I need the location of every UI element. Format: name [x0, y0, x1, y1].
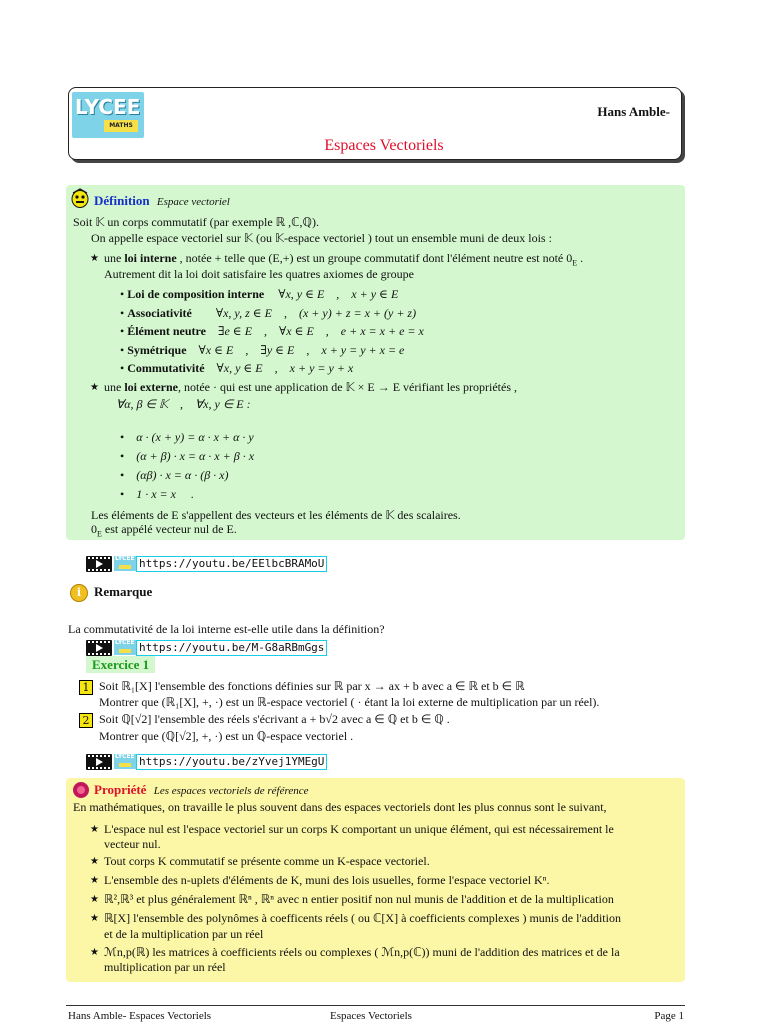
definition-line1: Soit 𝕂 un corps commutatif (par exemple ℝ ,ℂ,ℚ). — [73, 215, 319, 229]
external-prop: • 1 · x = x . — [120, 487, 194, 501]
definition-smiley-icon — [71, 188, 89, 208]
axiom-formula: ∀x, y ∈ E , x + y = y + x — [216, 361, 354, 375]
external-prop-text: (αβ) · x = α · (β · x) — [136, 468, 229, 482]
mini-logo-icon: LYCEE — [114, 754, 136, 769]
external-prop-text: 1 · x = x . — [136, 487, 194, 501]
propriete-item-l1: ℝ²,ℝ³ et plus généralement ℝⁿ , ℝⁿ avec n entier positif non nul munis de l'addition et de la multiplication — [104, 892, 614, 906]
definition-line2: On appelle espace vectoriel sur 𝕂 (ou 𝕂-espace vectoriel ) tout un ensemble muni de deux lois : — [91, 231, 552, 245]
external-bold: loi externe — [124, 380, 178, 394]
page-title: Espaces Vectoriels — [324, 137, 444, 154]
video-link-row[interactable] — [86, 556, 346, 572]
star-bullet-icon: ★ — [90, 856, 99, 867]
definition-heading-text: Définition — [94, 193, 150, 208]
axiom-name: Loi de composition interne — [127, 287, 265, 301]
info-icon: i — [70, 584, 88, 602]
film-icon — [86, 556, 112, 572]
external-quantifier: ∀α, β ∈ 𝕂 , ∀x, y ∈ E : — [116, 397, 251, 411]
mini-logo-icon: LYCEE — [114, 556, 136, 571]
propriete-item-l1: ℝ[X] l'ensemble des polynômes à coefficents réels ( ou ℂ[X] à coefficients complexes ) munis de l'addition — [104, 911, 621, 925]
star-bullet-icon: ★ — [90, 947, 99, 958]
star-bullet-icon: ★ — [90, 253, 99, 264]
external-pre: une — [104, 380, 125, 394]
footer-left: Hans Amble- Espaces Vectoriels — [68, 1010, 212, 1022]
propriete-item-l2: multiplication par un réel — [104, 960, 226, 974]
closing2-post: est appélé vecteur nul de E. — [101, 522, 237, 536]
propriete-intro: En mathématiques, on travaille le plus souvent dans des espaces vectoriels dont les plus connus sont le suivant, — [73, 800, 607, 814]
video-link-2[interactable]: https://youtu.be/M-G8aRBmGgs — [136, 640, 327, 656]
axiom-name: Symétrique — [127, 343, 187, 357]
propriete-subheading: Les espaces vectoriels de référence — [153, 785, 309, 797]
propriete-item-l2: vecteur nul. — [104, 837, 161, 851]
external-post: , notée · qui est une application de 𝕂 × E → E vérifiant les propriétés , — [177, 380, 518, 394]
external-prop: • (α + β) · x = α · x + β · x — [120, 449, 255, 463]
propriete-heading-text: Propriété — [94, 782, 147, 797]
external-prop: • (αβ) · x = α · (β · x) — [120, 468, 229, 482]
definition-heading — [94, 192, 230, 211]
exercise-item-line1: Soit ℝ₁[X] l'ensemble des fonctions définies sur ℝ par x → ax + b avec a ∈ ℝ et b ∈ ℝ — [99, 679, 525, 693]
propriete-item-l2: et de la multiplication par un réel — [104, 927, 264, 941]
star-bullet-icon: ★ — [90, 824, 99, 835]
internal-bold: loi interne — [124, 251, 177, 265]
mini-logo-icon: LYCEE — [114, 640, 136, 655]
axiom-item: • Commutativité ∀x, y ∈ E , x + y = y + x — [120, 361, 354, 375]
external-prop: • α · (x + y) = α · x + α · y — [120, 430, 254, 444]
lycee-logo — [72, 92, 144, 138]
star-bullet-icon: ★ — [90, 913, 99, 924]
video-link-1[interactable]: https://youtu.be/EElbcBRAMoU — [136, 556, 327, 572]
exercise-item-line1: Soit ℚ[√2] l'ensemble des réels s'écrivant a + b√2 avec a ∈ ℚ et b ∈ ℚ . — [99, 712, 450, 726]
footer-center: Espaces Vectoriels — [330, 1010, 412, 1022]
propriete-icon — [73, 782, 89, 798]
star-bullet-icon: ★ — [90, 382, 99, 393]
star-bullet-icon: ★ — [90, 875, 99, 886]
star-bullet-icon: ★ — [90, 894, 99, 905]
exercise-number-badge: 1 — [79, 680, 93, 695]
remarque-heading: Remarque — [94, 584, 153, 599]
axiom-item: • Associativité ∀x, y, z ∈ E , (x + y) + z = x + (y + z) — [120, 306, 417, 320]
exercise-item-line2: Montrer que (ℚ[√2], +, ·) est un ℚ-espace vectoriel . — [99, 729, 354, 743]
internal-post: , notée + telle que (E,+) est un groupe commutatif dont l'élément neutre est noté 0 — [176, 251, 573, 265]
definition-subheading: Espace vectoriel — [156, 196, 230, 208]
internal-pre: une — [104, 251, 125, 265]
axiom-name: Associativité — [127, 306, 192, 320]
internal-law-line2: Autrement dit la loi doit satisfaire les quatres axiomes de groupe — [104, 267, 414, 281]
external-law-line — [104, 379, 517, 396]
axiom-item: • Élément neutre ∃e ∈ E , ∀x ∈ E , e + x = x + e = x — [120, 324, 424, 338]
logo-sub-text: MATHS — [104, 120, 138, 132]
exercise-item-line2: Montrer que (ℝ₁[X], +, ·) est un ℝ-espace vectoriel ( · étant la loi externe de multiplication par un réel). — [99, 695, 600, 709]
closing2-pre: 0 — [91, 522, 97, 536]
video-link-row[interactable] — [86, 754, 346, 770]
closing2-sub: E — [97, 529, 102, 539]
external-prop-text: (α + β) · x = α · x + β · x — [136, 449, 255, 463]
remarque-text: La commutativité de la loi interne est-elle utile dans la définition? — [68, 622, 385, 636]
film-icon — [86, 754, 112, 770]
external-prop-text: α · (x + y) = α · x + α · y — [136, 430, 254, 444]
exercise-label: Exercice 1 — [86, 656, 155, 673]
propriete-item-l1: Tout corps K commutatif se présente comme un K-espace vectoriel. — [104, 854, 430, 868]
exercise-number-badge: 2 — [79, 713, 93, 728]
axiom-item: • Loi de composition interne ∀x, y ∈ E , x + y ∈ E — [120, 287, 399, 301]
definition-closing2 — [91, 521, 237, 540]
author-name: Hans Amble- — [597, 104, 670, 119]
footer-page-number: Page 1 — [654, 1010, 684, 1022]
internal-sub: E — [572, 258, 578, 268]
footer-rule — [66, 1005, 685, 1006]
axiom-formula: ∀x, y, z ∈ E , (x + y) + z = x + (y + z) — [215, 306, 417, 320]
video-link-row[interactable] — [86, 640, 346, 656]
propriete-heading — [94, 781, 308, 800]
internal-end: . — [577, 251, 584, 265]
axiom-formula: ∃e ∈ E , ∀x ∈ E , e + x = x + e = x — [217, 324, 424, 338]
film-icon — [86, 640, 112, 656]
propriete-item-l1: ℳn,p(ℝ) les matrices à coefficients réels ou complexes ( ℳn,p(ℂ)) muni de l'addition des matrices et de la — [104, 945, 620, 959]
axiom-name: Commutativité — [127, 361, 205, 375]
axiom-formula: ∀x ∈ E , ∃y ∈ E , x + y = y + x = e — [198, 343, 405, 357]
logo-main-text: LYCEE — [75, 95, 141, 119]
axiom-formula: ∀x, y ∈ E , x + y ∈ E — [278, 287, 399, 301]
video-link-3[interactable]: https://youtu.be/zYvej1YMEgU — [136, 754, 327, 770]
definition-closing1: Les éléments de E s'appellent des vecteurs et les éléments de 𝕂 des scalaires. — [91, 508, 461, 522]
propriete-item-l1: L'ensemble des n-uplets d'éléments de K, muni des lois usuelles, forme l'espace vectoriel Kⁿ. — [104, 873, 550, 887]
propriete-item-l1: L'espace nul est l'espace vectoriel sur un corps K comportant un unique élément, qui est nécessairement le — [104, 822, 614, 836]
axiom-item: • Symétrique ∀x ∈ E , ∃y ∈ E , x + y = y + x = e — [120, 343, 405, 357]
axiom-name: Élément neutre — [127, 324, 206, 338]
